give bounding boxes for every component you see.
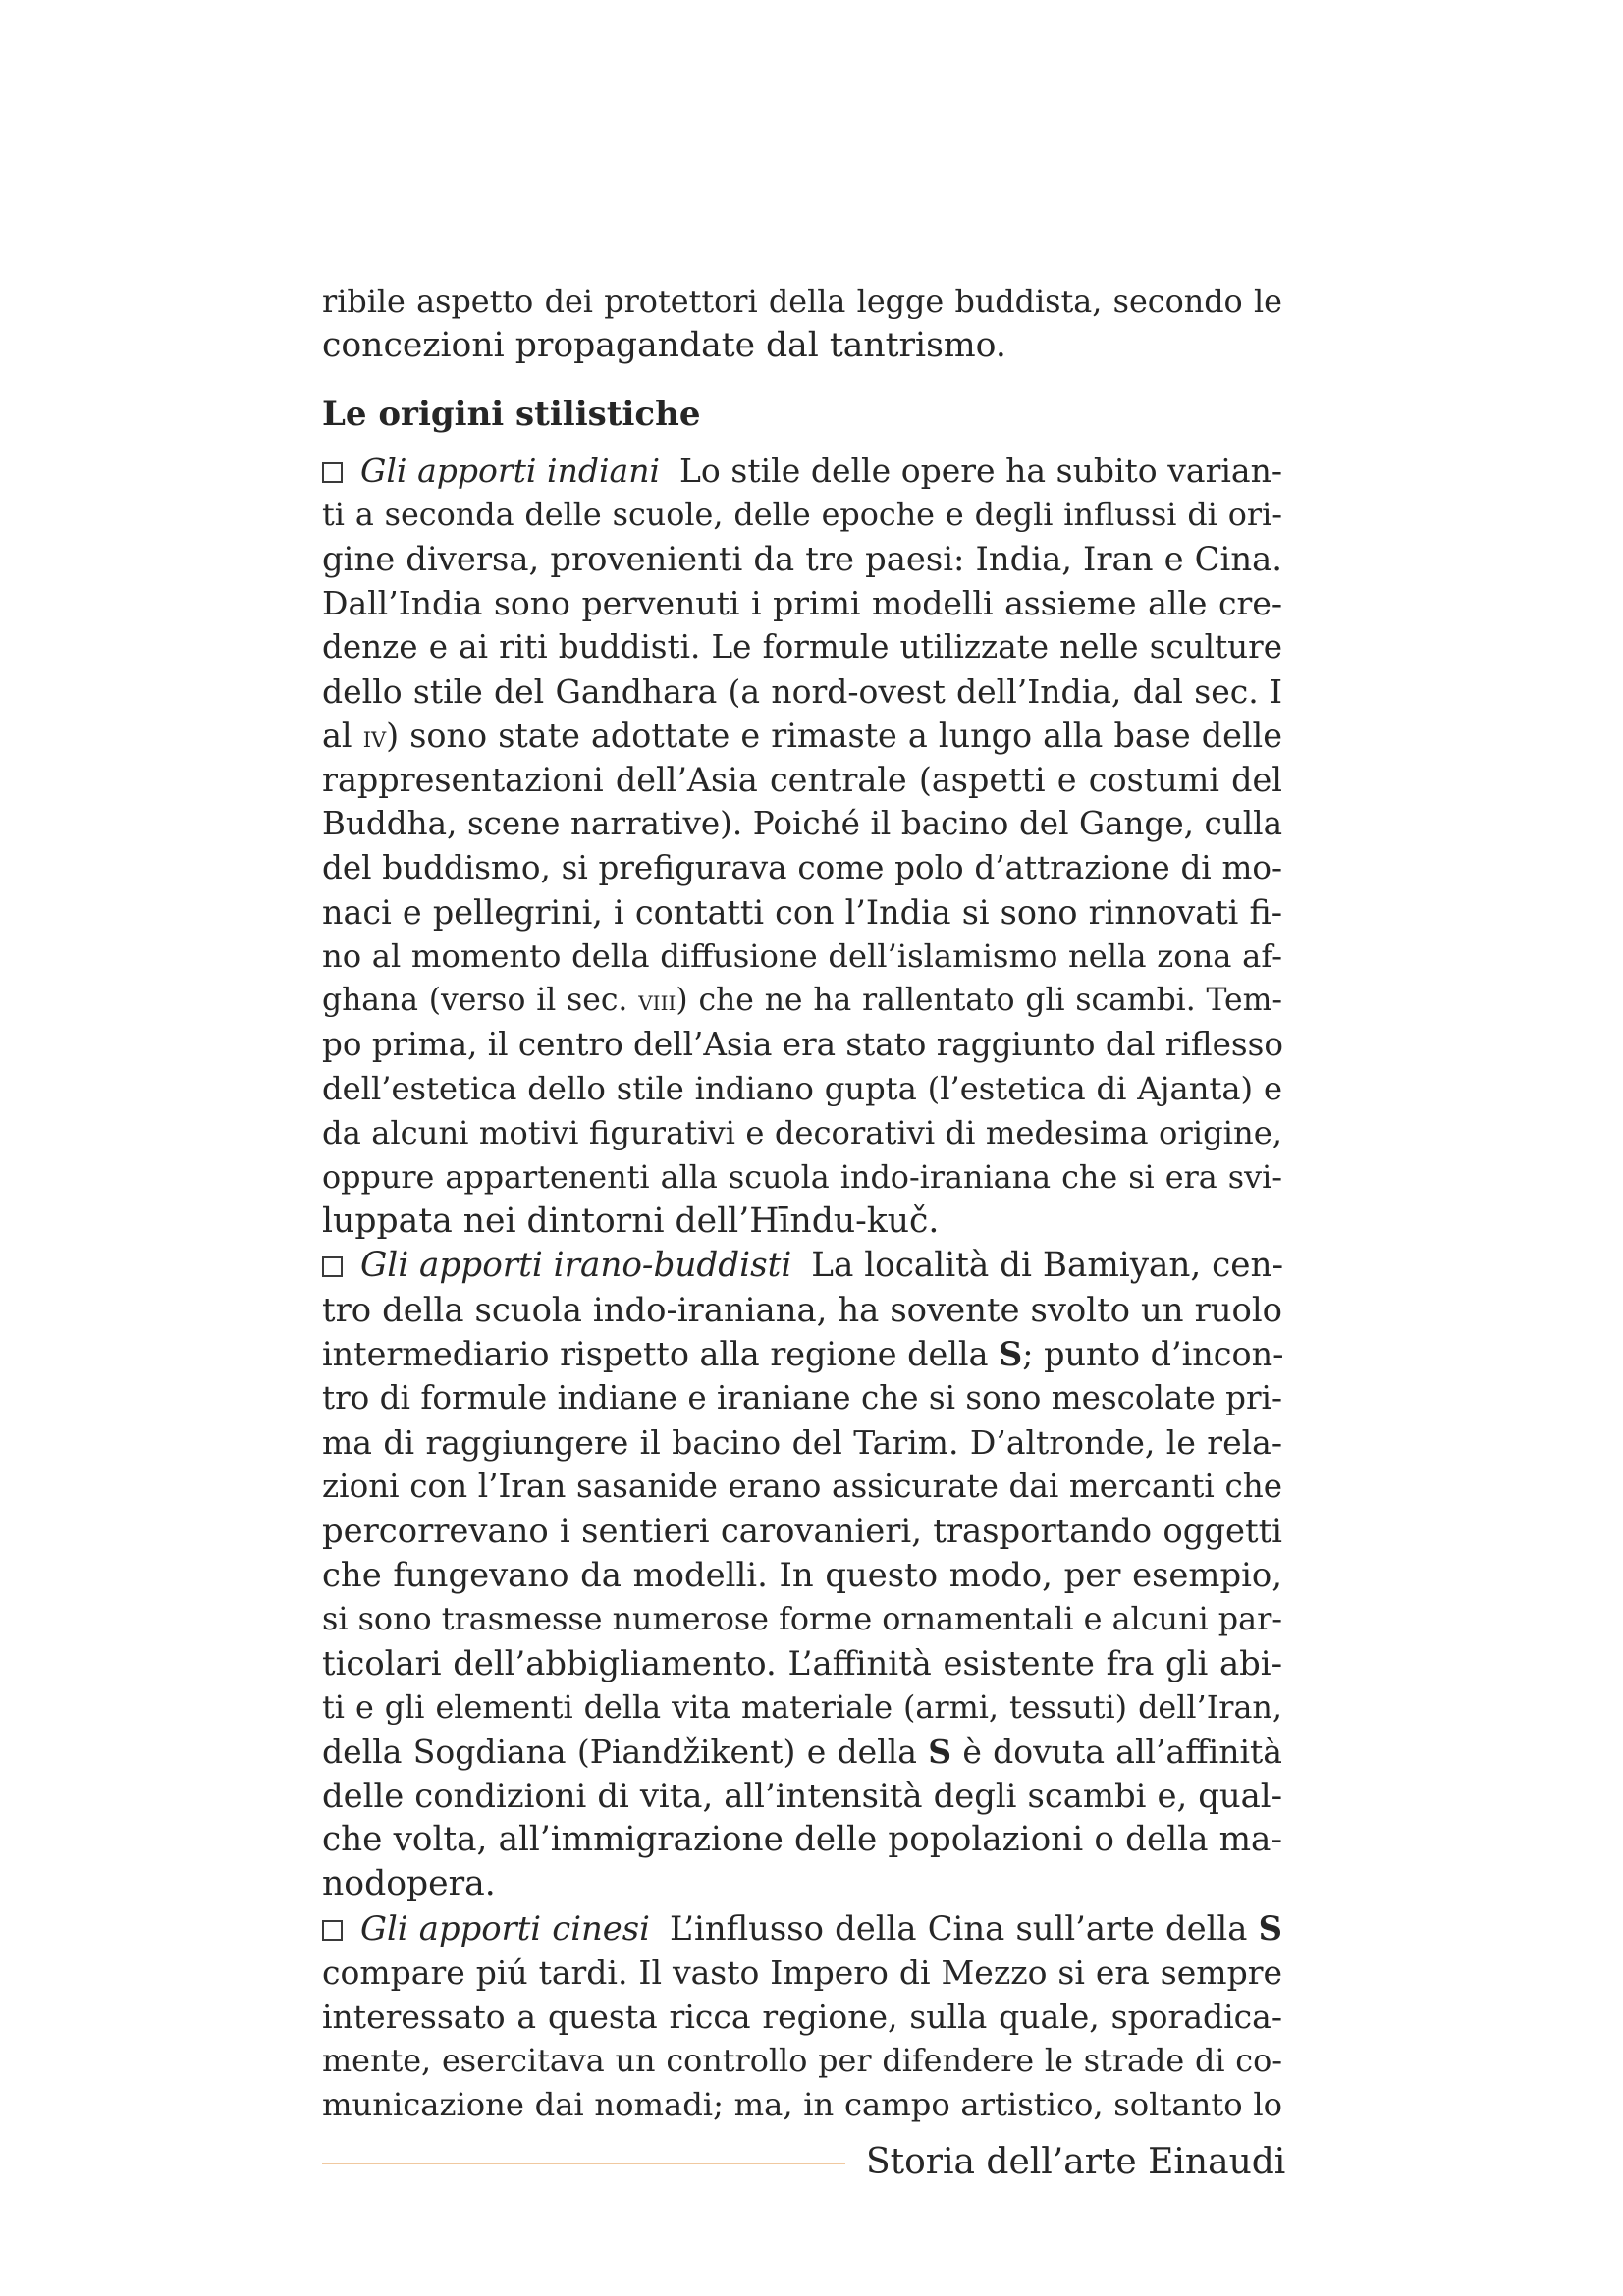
text-run: ) sono state adottate e rimaste a lungo alla base delle bbox=[386, 717, 1282, 755]
text-line: po prima, il centro dell’Asia era stato raggiunto dal riflesso bbox=[322, 1026, 1283, 1063]
text-line bbox=[322, 714, 1282, 758]
text-line: luppata nei dintorni dell’Hīndu-kuč. bbox=[322, 1201, 940, 1241]
text-line: dell’estetica dello stile indiano gupta (l’estetica di Ajanta) e bbox=[322, 1070, 1282, 1107]
text-run: ) che ne ha rallentato gli scambi. Tem- bbox=[676, 983, 1282, 1018]
bold-abbrev: S bbox=[999, 1335, 1023, 1373]
text-line: mente, esercitava un controllo per difendere le strade di co- bbox=[322, 2043, 1282, 2079]
text-run: al bbox=[322, 717, 352, 755]
intro-paragraph bbox=[322, 280, 1282, 368]
text-line: che volta, all’immigrazione delle popolazioni o della ma- bbox=[322, 1820, 1282, 1859]
text-line: no al momento della diffusione dell’islamismo nella zona af- bbox=[322, 937, 1282, 975]
text-line: interessato a questa ricca regione, sulla quale, sporadica- bbox=[322, 1998, 1282, 2036]
text-run: L’influsso della Cina sull’arte della bbox=[669, 1909, 1248, 1948]
text-line: percorrevano i sentieri carovanieri, trasportando oggetti bbox=[322, 1512, 1282, 1550]
footer-rule bbox=[322, 2163, 845, 2164]
text-line: denze e ai riti buddisti. Le formule utilizzate nelle sculture bbox=[322, 628, 1282, 666]
text-line: ti e gli elementi della vita materiale (armi, tessuti) dell’Iran, bbox=[322, 1689, 1282, 1726]
text-run: La località di Bamiyan, cen- bbox=[811, 1246, 1284, 1285]
section-heading: Le origini stilistiche bbox=[322, 395, 701, 434]
text-run: della Sogdiana (Piandžikent) e della bbox=[322, 1733, 917, 1771]
text-line: concezioni propagandate dal tantrismo. bbox=[322, 326, 1006, 365]
checkbox-icon bbox=[322, 1256, 343, 1277]
text-line bbox=[322, 1332, 1282, 1376]
text-line: tro della scuola indo-iraniana, ha sovente svolto un ruolo bbox=[322, 1291, 1282, 1329]
text-line: dello stile del Gandhara (a nord-ovest dell’India, dal sec. I bbox=[322, 672, 1282, 711]
body-text bbox=[322, 449, 1282, 2127]
text-line: Dall’India sono pervenuti i primi modelli assieme alle cre- bbox=[322, 584, 1282, 622]
paragraph-start-cinesi bbox=[322, 1906, 1282, 1950]
text-line bbox=[322, 1730, 1282, 1774]
subsection-title: Gli apporti cinesi bbox=[360, 1909, 650, 1948]
text-line: ticolari dell’abbigliamento. L’affinità esistente fra gli abi- bbox=[322, 1644, 1282, 1682]
text-run: intermediario rispetto alla regione della bbox=[322, 1335, 989, 1373]
paragraph-start-irano bbox=[322, 1244, 1282, 1288]
text-line: oppure appartenenti alla scuola indo-iraniana che si era svi- bbox=[322, 1159, 1282, 1196]
roman-numeral: viii bbox=[638, 985, 676, 1017]
text-line: municazione dai nomadi; ma, in campo artistico, soltanto lo bbox=[322, 2086, 1282, 2123]
footer-title: Storia dell’arte Einaudi bbox=[866, 2142, 1286, 2182]
subsection-title: Gli apporti irano-buddisti bbox=[360, 1246, 792, 1285]
checkbox-icon bbox=[322, 1920, 343, 1941]
text-line: naci e pellegrini, i contatti con l’India si sono rinnovati fi- bbox=[322, 893, 1282, 932]
text-line: ma di raggiungere il bacino del Tarim. D’altronde, le rela- bbox=[322, 1423, 1282, 1462]
subsection-title: Gli apporti indiani bbox=[360, 452, 661, 490]
text-line: tro di formule indiane e iraniane che si sono mescolate pri- bbox=[322, 1379, 1282, 1416]
text-line: ti a seconda delle scuole, delle epoche e degli influssi di ori- bbox=[322, 497, 1282, 533]
text-line: compare piú tardi. Il vasto Impero di Mezzo si era sempre bbox=[322, 1953, 1282, 1992]
bold-abbrev: S bbox=[1258, 1908, 1282, 1948]
text-line: ribile aspetto dei protettori della legge buddista, secondo le bbox=[322, 284, 1282, 320]
paragraph-start-indiani bbox=[322, 449, 1282, 493]
text-line bbox=[322, 979, 1282, 1023]
text-line: gine diversa, provenienti da tre paesi: India, Iran e Cina. bbox=[322, 540, 1282, 578]
text-line: nodopera. bbox=[322, 1864, 496, 1903]
text-line: del buddismo, si prefigurava come polo d’attrazione di mo- bbox=[322, 849, 1282, 886]
text-run: ; punto d’incon- bbox=[1022, 1335, 1284, 1373]
text-line: si sono trasmesse numerose forme ornamentali e alcuni par- bbox=[322, 1601, 1283, 1637]
text-line: delle condizioni di vita, all’intensità degli scambi e, qual- bbox=[322, 1777, 1282, 1815]
bold-abbrev: S bbox=[928, 1733, 952, 1771]
text-line: zioni con l’Iran sasanide erano assicurate dai mercanti che bbox=[322, 1468, 1282, 1505]
text-run: è dovuta all’affinità bbox=[962, 1733, 1282, 1771]
roman-numeral: iv bbox=[362, 721, 387, 755]
checkbox-icon bbox=[322, 462, 343, 483]
text-run: ghana (verso il sec. bbox=[322, 983, 628, 1018]
text-line: da alcuni motivi figurativi e decorativi di medesima origine, bbox=[322, 1114, 1282, 1151]
text-line: Buddha, scene narrative). Poiché il bacino del Gange, culla bbox=[322, 805, 1282, 842]
text-line: che fungevano da modelli. In questo modo, per esempio, bbox=[322, 1556, 1282, 1594]
text-line: rappresentazioni dell’Asia centrale (aspetti e costumi del bbox=[322, 761, 1282, 799]
text-run: Lo stile delle opere ha subito varian- bbox=[679, 452, 1282, 490]
